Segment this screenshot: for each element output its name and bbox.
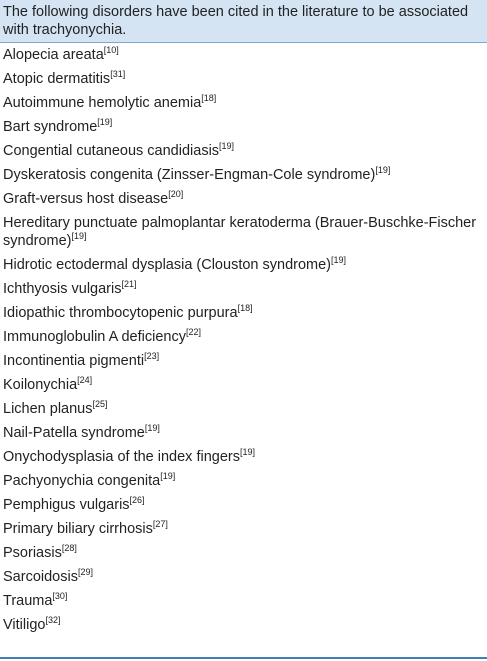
citation-ref: [27] (152, 519, 168, 530)
citation-ref: [10] (103, 45, 119, 56)
citation-ref: [22] (185, 327, 201, 338)
list-item (0, 43, 487, 67)
list-item (0, 445, 487, 469)
citation-ref: [18] (201, 93, 217, 104)
disorder-name: Onychodysplasia of the index fingers (3, 449, 240, 465)
list-item (0, 397, 487, 421)
list-item (0, 139, 487, 163)
disorder-name: Psoriasis (3, 545, 62, 561)
header-text: The following disorders have been cited in the literature to be associated with trachyonychia. (3, 4, 469, 38)
list-item (0, 115, 487, 139)
list-item (0, 589, 487, 613)
citation-ref: [26] (129, 495, 145, 506)
disorder-name: Lichen planus (3, 401, 93, 417)
list-item (0, 517, 487, 541)
disorder-name: Koilonychia (3, 377, 78, 393)
citation-ref: [32] (45, 615, 61, 626)
disorder-name: Congential cutaneous candidiasis (3, 143, 220, 159)
disorder-name: Atopic dermatitis (3, 71, 111, 87)
citation-ref: [19] (239, 447, 255, 458)
disorder-list (0, 43, 487, 637)
citation-ref: [19] (71, 231, 87, 242)
citation-ref: [18] (237, 303, 253, 314)
disorder-name: Hidrotic ectodermal dysplasia (Clouston syndrome) (3, 257, 331, 273)
list-item (0, 565, 487, 589)
list-item (0, 613, 487, 637)
list-item (0, 253, 487, 277)
citation-ref: [25] (92, 399, 108, 410)
citation-ref: [20] (168, 189, 184, 200)
disorder-name: Pemphigus vulgaris (3, 497, 130, 513)
disorder-name: Pachyonychia congenita (3, 473, 161, 489)
list-item (0, 163, 487, 187)
disorder-name: Graft-versus host disease (3, 191, 169, 207)
citation-ref: [23] (144, 351, 160, 362)
list-item (0, 421, 487, 445)
citation-ref: [29] (77, 567, 93, 578)
list-item (0, 187, 487, 211)
list-item (0, 325, 487, 349)
list-item (0, 373, 487, 397)
disorder-name: Immunoglobulin A deficiency (3, 329, 186, 345)
disorder-name: Ichthyosis vulgaris (3, 281, 122, 297)
list-item (0, 301, 487, 325)
list-item (0, 67, 487, 91)
citation-ref: [24] (77, 375, 93, 386)
citation-ref: [31] (110, 69, 126, 80)
table-header (0, 0, 487, 42)
disorder-name: Idiopathic thrombocytopenic purpura (3, 305, 238, 321)
citation-ref: [19] (97, 117, 113, 128)
disorder-name: Primary biliary cirrhosis (3, 521, 153, 537)
disorder-name: Sarcoidosis (3, 569, 78, 585)
list-item (0, 277, 487, 301)
bottom-rule (0, 657, 487, 659)
citation-ref: [30] (52, 591, 68, 602)
disorder-name: Trauma (3, 593, 53, 609)
disorder-name: Hereditary punctuate palmoplantar keratoderma (Brauer-Buschke-Fischer syndrome) (3, 215, 477, 249)
citation-ref: [21] (121, 279, 137, 290)
citation-ref: [19] (144, 423, 160, 434)
disorder-name: Alopecia areata (3, 47, 104, 63)
citation-ref: [19] (331, 255, 347, 266)
list-item (0, 91, 487, 115)
disorder-name: Autoimmune hemolytic anemia (3, 95, 202, 111)
list-item (0, 469, 487, 493)
disorder-name: Vitiligo (3, 617, 46, 633)
citation-ref: [19] (219, 141, 235, 152)
citation-ref: [19] (160, 471, 176, 482)
list-item (0, 541, 487, 565)
disorder-name: Incontinentia pigmenti (3, 353, 145, 369)
disorder-name: Dyskeratosis congenita (Zinsser-Engman-Cole syndrome) (3, 167, 376, 183)
disorder-name: Bart syndrome (3, 119, 98, 135)
citation-ref: [28] (61, 543, 77, 554)
disorder-name: Nail-Patella syndrome (3, 425, 145, 441)
list-item (0, 211, 487, 253)
list-item (0, 493, 487, 517)
citation-ref: [19] (375, 165, 391, 176)
list-item (0, 349, 487, 373)
